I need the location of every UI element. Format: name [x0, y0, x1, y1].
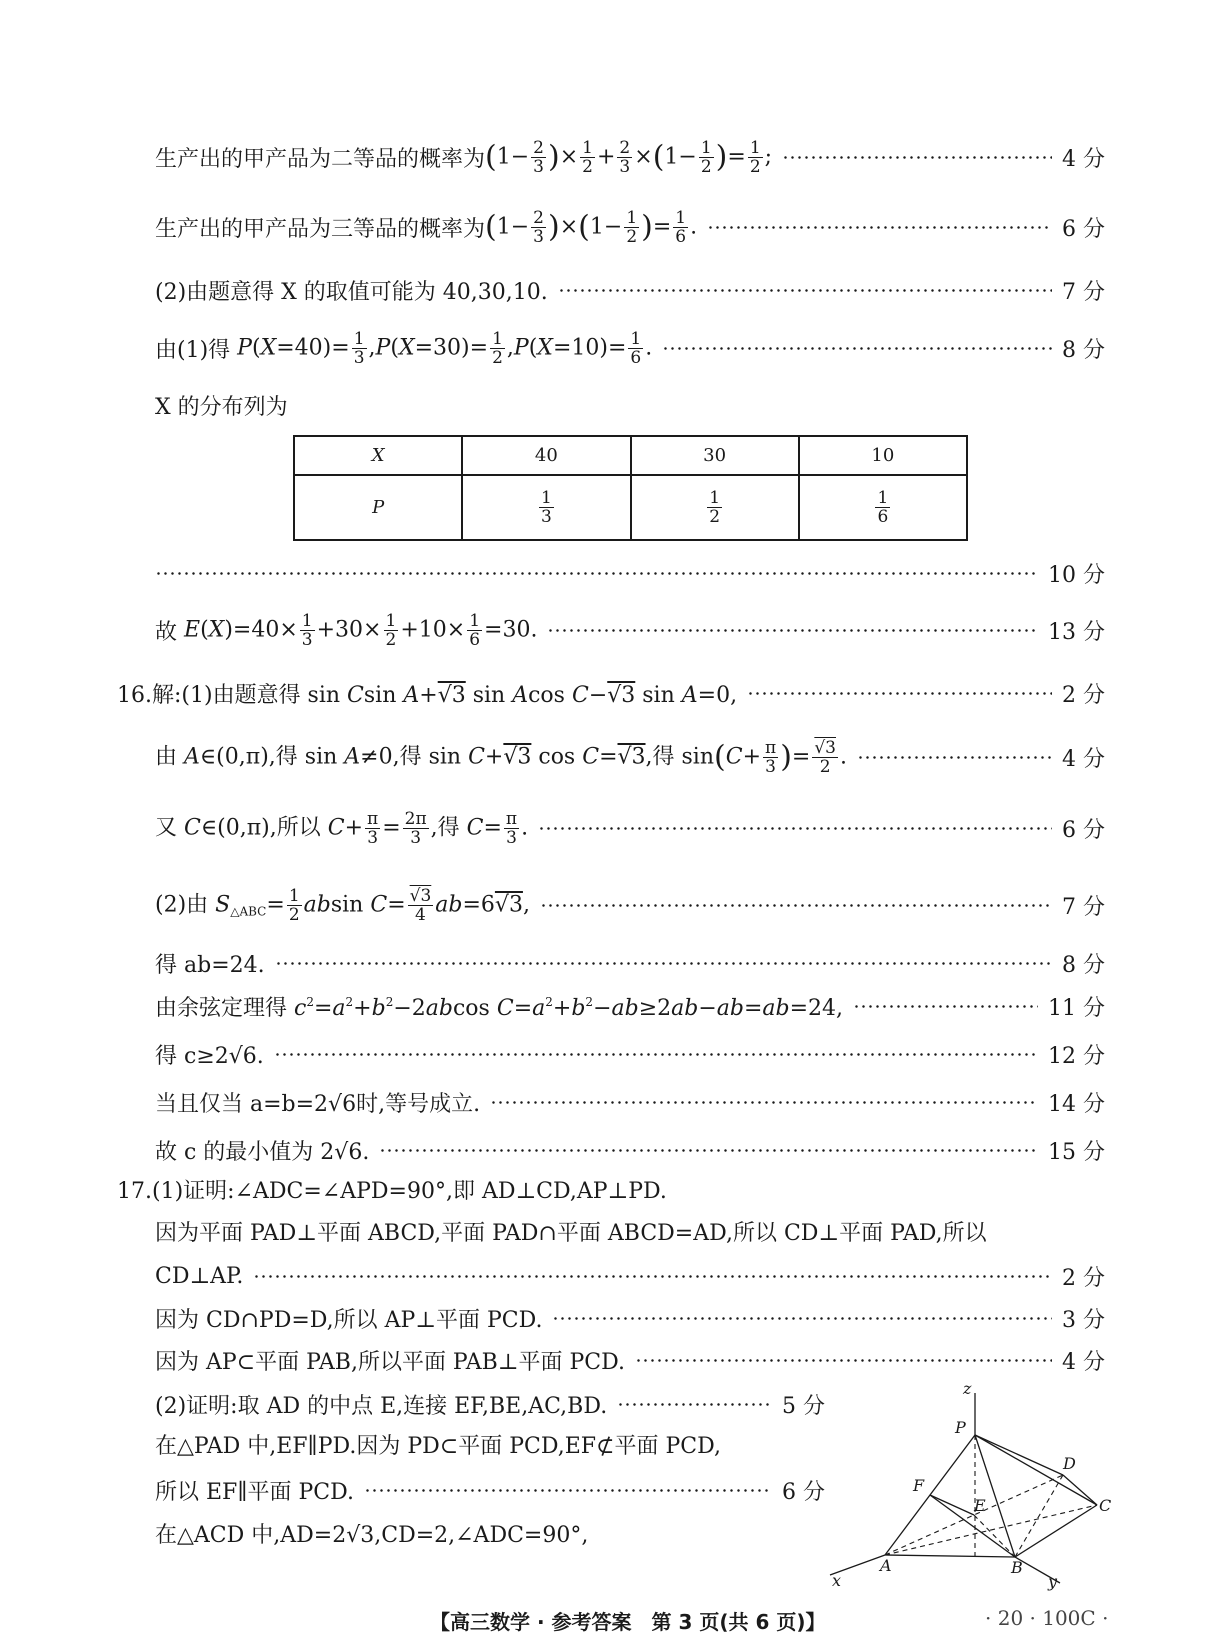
line-text: 当且仅当 a=b=2√6时,等号成立.	[155, 1091, 481, 1117]
score: 11 分	[1048, 995, 1105, 1021]
fraction-denominator: 2	[709, 506, 721, 527]
table-cell: P	[294, 475, 462, 540]
leader-dots	[747, 692, 1052, 695]
segment-EB	[974, 1515, 1015, 1557]
label-F: F	[913, 1476, 925, 1495]
pyramid-figure	[832, 1379, 1115, 1591]
answer-line	[155, 1298, 1105, 1338]
label-B: B	[1011, 1558, 1023, 1577]
answer-line	[155, 1384, 825, 1424]
line-text: 生产出的甲产品为二等品的概率为	[155, 146, 486, 172]
table-cell: 40	[462, 436, 630, 475]
answer-line	[117, 673, 1105, 713]
table-cell: 10	[799, 436, 967, 475]
leader-dots	[155, 572, 1038, 575]
leader-dots	[364, 1489, 772, 1492]
score: 6 分	[782, 1479, 825, 1505]
line-text: 因为平面 PAD⊥平面 ABCD,平面 PAD∩平面 ABCD=AD,所以 CD⊥平面 PAD,所以	[155, 1221, 987, 1246]
score: 6 分	[1062, 817, 1105, 843]
score: 4 分	[1062, 146, 1105, 172]
table-cell	[462, 475, 630, 540]
leader-dots	[635, 1359, 1052, 1362]
line-text: 故	[155, 619, 178, 645]
label-P: P	[955, 1418, 966, 1437]
answer-line	[155, 328, 1105, 368]
segment-BD	[1015, 1475, 1063, 1557]
distribution-table	[293, 435, 968, 541]
score: 4 分	[1062, 1349, 1105, 1375]
line-text: 因为 CD∩PD=D,所以 AP⊥平面 PCD.	[155, 1307, 543, 1333]
line-text: 17.(1)证明:∠ADC=∠APD=90°,即 AD⊥CD,AP⊥PD.	[117, 1179, 667, 1204]
math-expression: (2)由 $S_{\triangle ABC}=$ $\frac{1}{2}$ absin C= $\frac{√3}{4}$ ab=6√3,	[155, 885, 530, 925]
line-text: 在△PAD 中,EF∥PD.因为 PD⊂平面 PCD,EF⊄平面 PCD,	[155, 1434, 721, 1459]
score: 6 分	[1062, 216, 1105, 242]
score: 7 分	[1062, 894, 1105, 920]
math-expression: E(X)=40× $\frac{1}{3}$ +30× $\frac{1}{2}$ +10× $\frac{1}{6}$ =30.	[184, 610, 538, 650]
leader-dots	[275, 962, 1052, 965]
score: 2 分	[1062, 1265, 1105, 1291]
edge-BC	[1015, 1505, 1097, 1557]
table-cell	[799, 475, 967, 540]
answer-line	[155, 1340, 1105, 1380]
score: 10 分	[1048, 562, 1105, 588]
table-row	[294, 475, 967, 540]
leader-dots	[253, 1275, 1052, 1278]
leader-dots	[552, 1317, 1052, 1320]
segment-FE	[930, 1495, 974, 1515]
label-y: y	[1048, 1572, 1058, 1591]
label-x: x	[832, 1571, 842, 1590]
edge-PC	[975, 1435, 1097, 1505]
answer-line	[155, 737, 1105, 777]
fraction-numerator: 1	[709, 487, 721, 508]
answer-line	[155, 207, 1105, 247]
score: 8 分	[1062, 337, 1105, 363]
table-row	[294, 436, 967, 475]
line-text: CD⊥AP.	[155, 1263, 244, 1289]
table-cell: 30	[631, 436, 799, 475]
fraction-denominator: 6	[877, 506, 889, 527]
answer-line	[155, 610, 1105, 650]
answer-line	[155, 885, 1105, 925]
line-text: 由(1)得	[155, 337, 231, 363]
answer-line	[155, 553, 1105, 593]
answer-line	[155, 1082, 1105, 1122]
leader-dots	[379, 1149, 1038, 1152]
score: 13 分	[1048, 619, 1105, 645]
leader-dots	[853, 1005, 1038, 1008]
label-A: A	[880, 1556, 892, 1575]
answer-line	[155, 943, 1105, 983]
answer-line	[155, 1130, 1105, 1170]
leader-dots	[274, 1053, 1038, 1056]
math-expression: (1− $\frac{2}{3}$ )×(1− $\frac{1}{2}$ )= $\frac{1}{6}$ .	[485, 207, 698, 247]
answer-line	[155, 986, 1105, 1026]
answer-line	[155, 1256, 1105, 1296]
math-expression: (1− $\frac{2}{3}$ )× $\frac{1}{2}$ + $\frac{2}{3}$ ×(1− $\frac{1}{2}$ )= $\frac{1}{2}$ ;	[485, 137, 773, 177]
leader-dots	[617, 1403, 772, 1406]
label-E: E	[974, 1496, 986, 1515]
math-expression: 又 C∈(0,π),所以 C+ $\frac{\pi}{3}$ = $\frac{2\pi}{3}$ ,得 C= $\frac{\pi}{3}$ .	[155, 808, 529, 848]
leader-dots	[857, 756, 1052, 759]
edge-AB	[885, 1555, 1015, 1557]
line-text: 所以 EF∥平面 PCD.	[155, 1479, 354, 1505]
line-text: (2)证明:取 AD 的中点 E,连接 EF,BE,AC,BD.	[155, 1393, 608, 1419]
line-text: 在△ACD 中,AD=2√3,CD=2,∠ADC=90°,	[155, 1523, 589, 1548]
segment-FB	[930, 1495, 1015, 1557]
math-expression: 16.解:(1)由题意得 sin Csin A+√3 sin Acos C−√3 sin A=0,	[117, 682, 738, 708]
leader-dots	[662, 347, 1052, 350]
score: 15 分	[1048, 1139, 1105, 1165]
score: 3 分	[1062, 1307, 1105, 1333]
page-footer: 【高三数学 · 参考答案 第 3 页(共 6 页)】	[430, 1610, 826, 1634]
score: 8 分	[1062, 952, 1105, 978]
leader-dots	[538, 827, 1052, 830]
leader-dots	[540, 904, 1052, 907]
fraction-numerator: 1	[877, 487, 889, 508]
leader-dots	[558, 289, 1052, 292]
edge-DC	[1063, 1475, 1097, 1505]
label-C: C	[1099, 1496, 1112, 1515]
line-text: 因为 AP⊂平面 PAB,所以平面 PAB⊥平面 PCD.	[155, 1349, 625, 1375]
line-text: 生产出的甲产品为三等品的概率为	[155, 216, 486, 242]
leader-dots	[782, 156, 1052, 159]
footer-code: · 20 · 100C ·	[985, 1606, 1109, 1630]
answer-line	[155, 808, 1105, 848]
line-text: 得 ab=24.	[155, 952, 265, 978]
math-expression: P(X=40)= $\frac{1}{3}$ ,P(X=30)= $\frac{1}{2}$ ,P(X=10)= $\frac{1}{6}$ .	[237, 328, 653, 368]
leader-dots	[490, 1101, 1038, 1104]
answer-line	[155, 1034, 1105, 1074]
line-text: X 的分布列为	[155, 395, 288, 420]
table-cell: X	[294, 436, 462, 475]
fraction-denominator: 3	[540, 506, 552, 527]
score: 12 分	[1048, 1043, 1105, 1069]
answer-line	[155, 137, 1105, 177]
leader-dots	[707, 226, 1052, 229]
score: 2 分	[1062, 682, 1105, 708]
score: 4 分	[1062, 746, 1105, 772]
fraction-numerator: 1	[540, 487, 552, 508]
line-text: 得 c≥2√6.	[155, 1043, 264, 1069]
score: 7 分	[1062, 279, 1105, 305]
leader-dots	[547, 629, 1038, 632]
line-text: 故 c 的最小值为 2√6.	[155, 1139, 370, 1165]
label-D: D	[1063, 1454, 1076, 1473]
answer-line	[155, 1470, 825, 1510]
math-expression: 由余弦定理得 $c^2=a^2+b^2-2abcos$ $C=a^2+b^2-ab\ge 2ab-ab=ab=24$,	[155, 994, 844, 1021]
line-text: (2)由题意得 X 的取值可能为 40,30,10.	[155, 279, 548, 305]
answer-line	[155, 270, 1105, 310]
label-z: z	[963, 1379, 972, 1398]
score: 14 分	[1048, 1091, 1105, 1117]
table-cell	[631, 475, 799, 540]
math-expression: 由 A∈(0,π),得 sin A≠0,得 sin C+√3 cos C=√3,得 sin(C+ $\frac{\pi}{3}$ )= $\frac{√3}{2}$ .	[155, 737, 847, 777]
score: 5 分	[782, 1393, 825, 1419]
edge-PD	[975, 1435, 1063, 1475]
